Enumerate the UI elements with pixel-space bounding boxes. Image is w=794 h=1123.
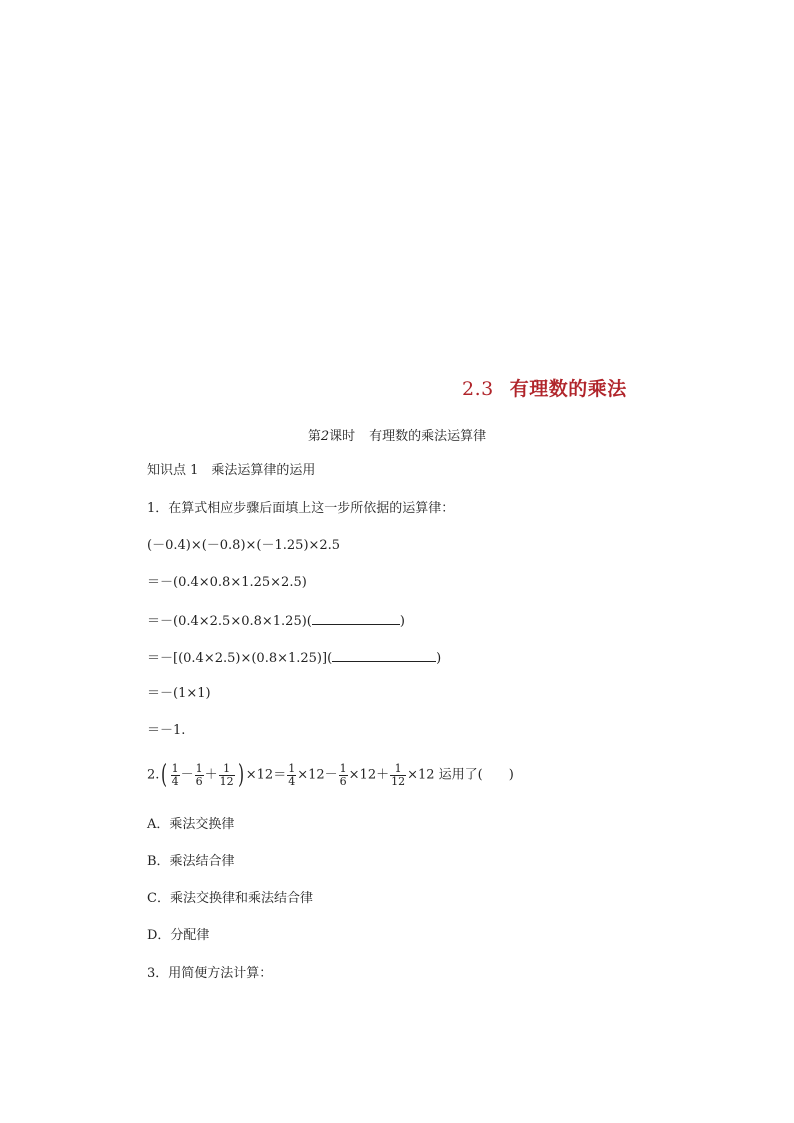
fraction-1-4: $\frac{1}{4}$ [171,761,179,788]
knowledge-point-heading: 知识点 1 乘法运算律的运用 [147,463,316,478]
fraction-1-4: $\frac{1}{4}$ [288,761,296,788]
right-paren: ) [237,760,244,790]
q1-step-5: ＝－(1×1) [147,686,211,701]
question-1-prompt: 1．在算式相应步骤后面填上这一步所依据的运算律： [147,501,455,516]
option-c[interactable]: C．乘法交换律和乘法结合律 [147,891,313,906]
q1-step-6: ＝－1. [147,723,186,738]
close-paren: ) [436,651,442,666]
section-title [462,374,627,401]
lesson-number: 2 [320,429,330,444]
q1-step-4-text: ＝－[(0.4×2.5)×(0.8×1.25)]( [147,651,333,666]
q1-step-2: ＝－(0.4×0.8×1.25×2.5) [147,575,307,590]
answer-blank-2[interactable] [332,649,436,662]
lesson-name: 有理数的乘法运算律 [369,429,487,444]
section-number: 2.3 [462,378,494,400]
option-b[interactable]: B．乘法结合律 [147,854,235,869]
lesson-suffix: 课时 [329,429,356,444]
option-d[interactable]: D．分配律 [147,928,210,943]
close-paren: ) [399,614,405,629]
q2-tail: ×12 运用了( ) [407,767,514,783]
question-2-expression: 2.( $\frac{1}{4}$ － $\frac{1}{6}$ ＋ $\frac{1}{12}$ ) ×12＝ $\frac{1}{4}$ ×12－ $\frac{1}{6}$ ×12＋ $\frac{1}{12}$ ×12 运用了( ) [147,760,514,790]
question-3-prompt: 3．用简便方法计算： [147,966,273,981]
fraction-1-12: $\frac{1}{12}$ [391,761,406,788]
q2-number: 2. [147,767,160,783]
fraction-1-6: $\frac{1}{6}$ [195,761,203,788]
fraction-1-6: $\frac{1}{6}$ [339,761,347,788]
fraction-1-12: $\frac{1}{12}$ [219,761,234,788]
option-a[interactable]: A．乘法交换律 [147,817,235,832]
left-paren: ( [161,760,168,790]
lesson-prefix: 第 [307,429,321,444]
section-name: 有理数的乘法 [509,378,627,400]
answer-blank-1[interactable] [312,612,400,625]
q1-step-4 [147,649,441,667]
q1-step-3-text: ＝－(0.4×2.5×0.8×1.25)( [147,614,312,629]
q1-step-3 [147,612,405,630]
lesson-title [0,425,794,444]
q1-step-1: (－0.4)×(－0.8)×(－1.25)×2.5 [147,538,341,553]
